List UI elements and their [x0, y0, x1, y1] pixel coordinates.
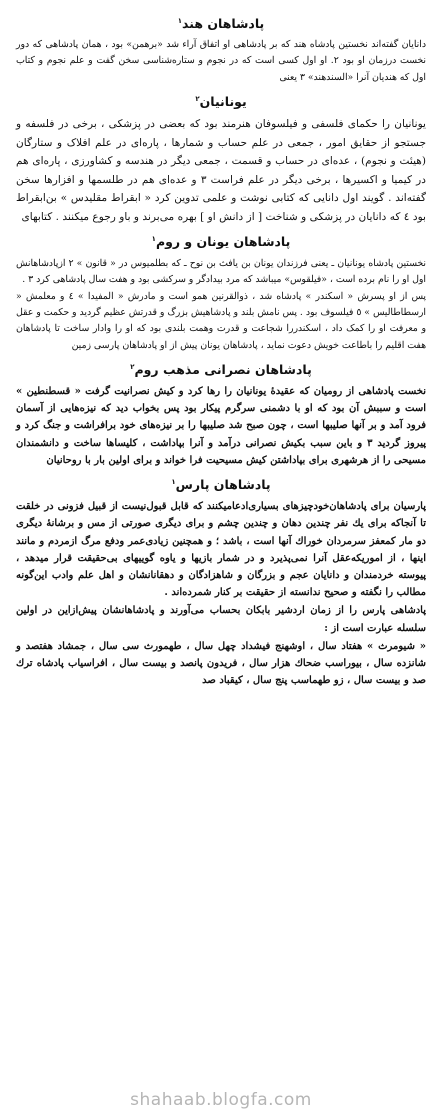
section-heading: [16, 12, 426, 33]
footnote-marker: ٢: [195, 94, 200, 103]
watermark: shahaab.blogfa.com: [130, 1090, 312, 1110]
section: [16, 473, 426, 689]
section-heading-text: پادشاهان نصرانی مذهب روم: [134, 362, 312, 378]
section-heading: [16, 358, 426, 379]
section-heading-text: پادشاهان هند: [182, 16, 265, 32]
paragraph: دانایان گفته‌اند نخستین پادشاه هند که بر پادشاهی او اتفاق آراء شد «برهمن» بود ، همان پادشاهی که دور نخست درزمان او بود ٢. او اول کسی است که در نجوم و ستاره‌شناسی سخن گفت و علم نجوم و کتاب اول که هندیان آنرا «السندهند» ٣ یعنی: [16, 39, 427, 83]
sections-container: [16, 12, 426, 689]
paragraph: نخستین پادشاه یونانیان ـ یعنی فرزندان یونان بن یافث بن نوح ـ که بطلمیوس در « قانون » ٢ ازپادشاهانش اول او را نام برده است ، «فیلقوس» میباشد که مرد بیدادگر و سرکشی بود و هفت سال پادشاهی کرد ٣ .: [16, 257, 426, 285]
paragraph: پادشاهی پارس را از زمان اردشیر بابکان بحساب می‌آورند و پادشاهانشان پیش‌ازاین در اولین سلسله عبارت است از :: [16, 605, 426, 634]
paragraph: پارسیان برای پادشاهان‌خودچیزهای بسیاری‌ادعامیکنند که قابل قبول‌نیست از قبیل فزونی در خلقت تا آنجاکه برای یك نفر چندین دهان و چندین چشم و برای دیگری صورتی از مس و برشانهٔ دیگری دو مار کمعفز سرمردان خوراك آنها است ، باشد ؛ و همچنین زیادی‌عمر ودفع مرگ ازمردم و مانند اینها ، از اموریکه‌عقل آنرا نمی‌پذیرد و در شمار بازیها و یاوه گوییهای بی‌حقیقت قرار میدهد ، پیوسته خردمندان و دانایان عجم و بزرگان و شاهزادگان و دهقانانشان و اهل علم وادب این‌گونه مطالب را نگفته و صحیح ندانسته از حقیقت بر کنار شمرده‌اند .: [16, 501, 426, 599]
footnote-marker: ٢: [130, 362, 135, 371]
section: [16, 90, 426, 227]
paragraph: « شیومرث » هفتاد سال ، اوشهنج فیشداد چهل سال ، طهمورث سی سال ، جمشاد هفتصد و شانزده سال ، بیوراسب ضحاك هزار سال ، فریدون پانصد و بیست سال ، افراسیاب پادشاه ترك صد و بیست سال ، زو طهماسب پنج سال ، کیقباد صد: [16, 640, 426, 687]
section-heading-text: پادشاهان یونان و روم: [155, 234, 291, 250]
section-heading-text: یونانیان: [199, 93, 247, 109]
footnote-marker: ١: [151, 235, 156, 244]
section-heading: [16, 473, 426, 494]
footnote-marker: ١: [171, 478, 176, 487]
section-heading-text: پادشاهان پارس: [175, 477, 271, 493]
section: [16, 358, 426, 469]
paragraph: یونانیان را حکمای فلسفی و فیلسوفان هنرمند بود که بعضی در پزشکی ، برخی در فلسفه و جستجو از حقایق امور ، جمعی در علم حساب و شمارها ، پاره‌ای در علم افلاک و ستارگان (هیئت و نجوم) ، عده‌ای در حساب و قسمت ، جمعی دیگر در هندسه و کشاورزی ، پاره‌ای هم در کیمیا و اکسیرها ، برخی دیگر در علم فراست ٣ و عده‌ای هم در طلسمها و افزارها سخن گفته‌اند . گویند اول دانایی که کتابی نوشت و علمی تدوین کرد « ابقراط مقلیدس » بن‌ابقراط بود ٤ که دانایان در پزشکی و شناخت [ از دانش او ] بهره می‌برند و باو رجوع میکنند . کتابهای: [16, 117, 426, 223]
section-heading: [16, 230, 426, 251]
footnote-marker: ١: [177, 17, 183, 25]
paragraph: نخست پادشاهی از رومیان که عقیدهٔ یونانیان را رها کرد و کیش نصرانیت گرفت « قسطنطین » است و سببش آن بود که او با دشمنی سرگرم پیکار بود پس بخواب دید که نیزه‌هایی از آسمان فرود آمد و بر آنها صلیبها است ، چون صبح شد صلیبها را بر نیزه‌های خود برافراشت و جنگ کرد و پیروز گردید ٣ و باین سبب بکیش نصرانی درآمد و آنرا بپاداشت ، کلیساها ساخت و دانشمندان مسیحی را از هرشهری برای بپاداشتن کیش مسیحیت فرا خواند و برای اولین بار با روحانیان: [16, 386, 426, 466]
paragraph: پس از او پسرش « اسکندر » پادشاه شد ، ذوالقرنین همو است و مادرش « المفیدا » ٤ و معلمش « ارسطاطالیس » ٥ فیلسوف بود . پس نامش بلند و پادشاهیش بزرگ و قدرتش عظیم گردید و حکمت و عقل و معرفت او را کمک داد ، اسکندررا شجاعت و قدرت وهمت بلندی بود که او را وادار ساخت تا پادشاهان هفت اقلیم را باطاعت خویش دعوت نماید ، پادشاهان یونان پیش از او پادشاهان پارسی زمین: [16, 291, 426, 351]
section-heading: [16, 90, 426, 111]
section: [16, 230, 426, 353]
section: [16, 12, 426, 86]
